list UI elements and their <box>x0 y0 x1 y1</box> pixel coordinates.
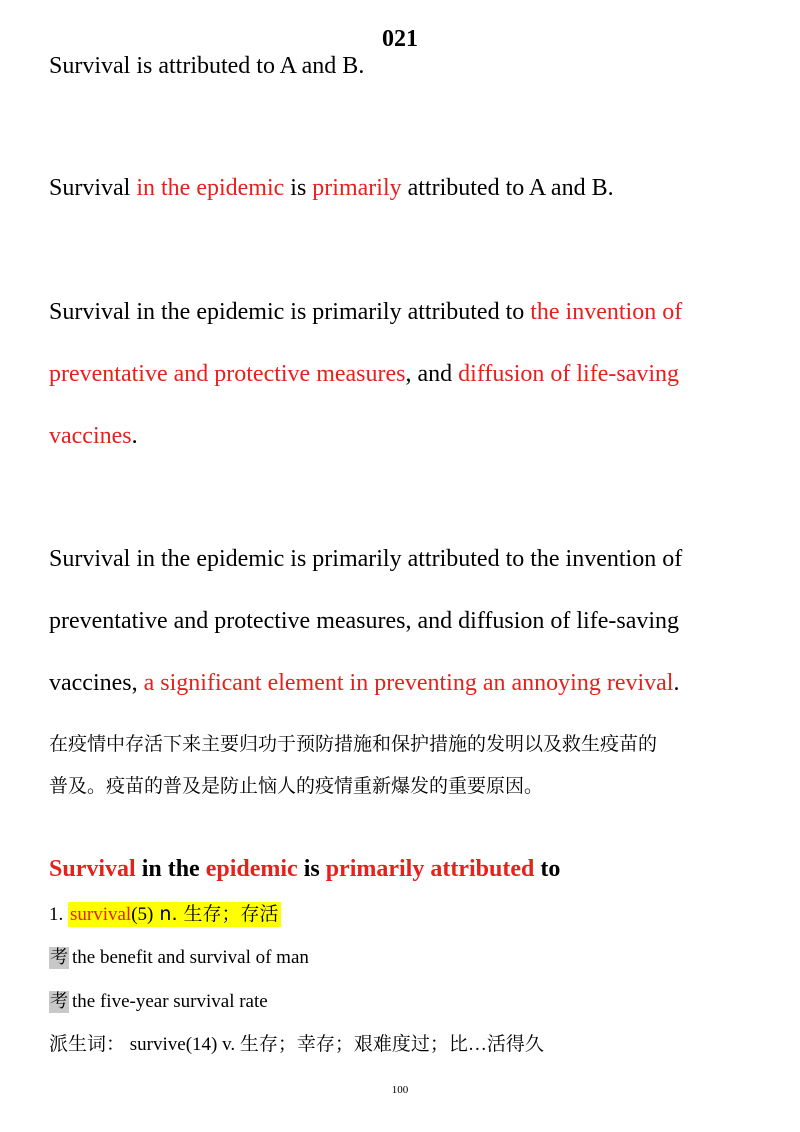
vocab-number: 1. <box>49 904 68 925</box>
s2-part-c: is <box>284 175 313 201</box>
vocab-highlight <box>68 902 281 927</box>
example-text: the five-year survival rate <box>72 991 268 1012</box>
derivative-entry <box>49 1035 544 1054</box>
s4-text: vaccines, <box>49 670 144 696</box>
page-footer-number: 100 <box>391 1084 409 1096</box>
s3-highlight: the invention of <box>530 299 683 325</box>
translation-line-1: 在疫情中存活下来主要归功于预防措施和保护措施的发明以及救生疫苗的 <box>49 733 658 755</box>
heading-word: in the <box>135 856 206 882</box>
vocab-frequency: (5) <box>131 904 154 925</box>
derivative-text: survive(14) v. 生存；幸存；艰难度过；比…活得久 <box>125 1034 544 1055</box>
sentence-4-line-3 <box>49 671 679 695</box>
s4-text: . <box>673 670 680 696</box>
heading-word: primarily attributed <box>325 856 535 882</box>
s3-highlight: preventative and protective measures <box>49 361 406 387</box>
s3-text: , and <box>405 361 459 387</box>
key-phrase-heading <box>49 857 560 881</box>
heading-word: epidemic <box>205 856 298 882</box>
s3-highlight: vaccines <box>49 423 132 449</box>
derivative-label: 派生词： <box>49 1033 126 1055</box>
heading-word: to <box>534 856 561 882</box>
heading-word: Survival <box>49 856 136 882</box>
s3-text: Survival in the epidemic is primarily attributed to <box>49 299 531 325</box>
exam-label: 考 <box>50 991 68 1012</box>
s3-text: . <box>131 423 138 449</box>
s4-highlight: a significant element in preventing an annoying revival <box>143 670 674 696</box>
s2-part-e: attributed to A and B. <box>401 175 614 201</box>
s3-highlight: diffusion of life-saving <box>458 361 680 387</box>
example-1 <box>49 947 309 969</box>
page-number-header: 021 <box>382 26 418 52</box>
sentence-1: Survival is attributed to A and B. <box>49 53 365 79</box>
sentence-4-line-2: preventative and protective measures, and diffusion of life-saving <box>49 608 680 634</box>
s2-highlight-epidemic: in the epidemic <box>136 175 285 201</box>
sentence-3-line-2 <box>49 362 679 386</box>
s2-part-a: Survival <box>49 175 137 201</box>
vocab-entry-survival <box>49 905 281 924</box>
heading-word: is <box>297 856 326 882</box>
vocab-word: survival <box>70 904 132 925</box>
vocab-definition: n. 生存；存活 <box>153 903 279 925</box>
sentence-4-line-1: Survival in the epidemic is primarily attributed to the invention of <box>49 546 683 572</box>
exam-label: 考 <box>50 947 68 968</box>
translation-line-2: 普及。疫苗的普及是防止恼人的疫情重新爆发的重要原因。 <box>49 775 544 797</box>
s2-highlight-primarily: primarily <box>312 175 402 201</box>
example-text: the benefit and survival of man <box>72 947 309 968</box>
sentence-2 <box>49 176 614 200</box>
example-2 <box>49 991 268 1013</box>
sentence-3-line-3 <box>49 424 138 448</box>
sentence-3-line-1 <box>49 300 682 324</box>
